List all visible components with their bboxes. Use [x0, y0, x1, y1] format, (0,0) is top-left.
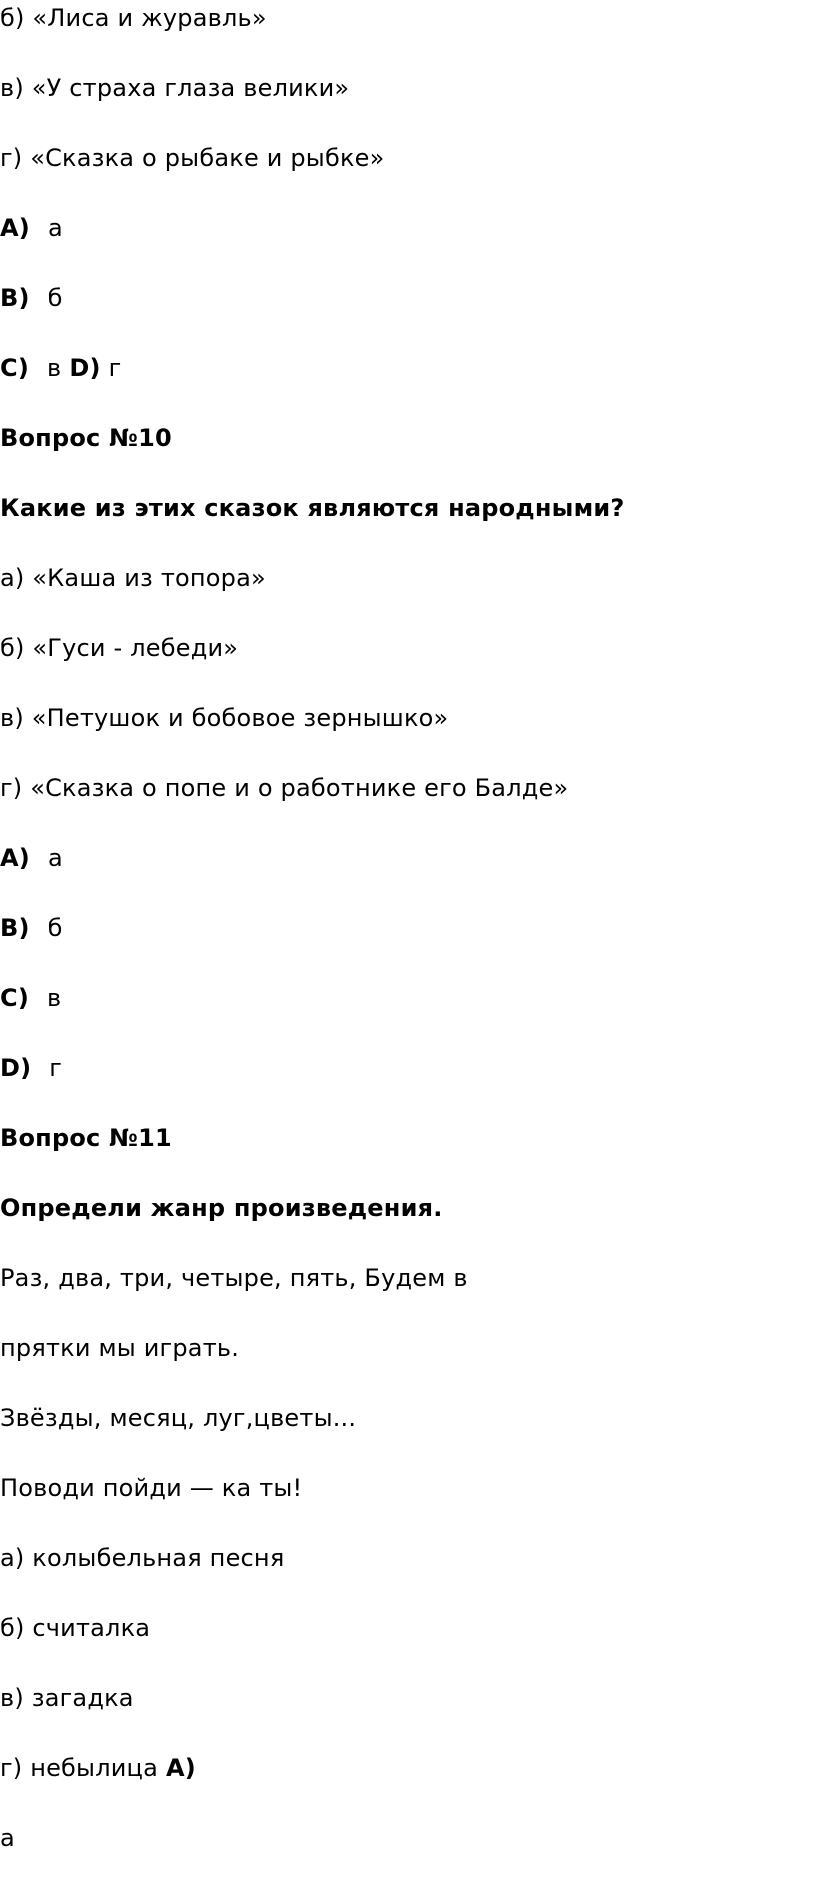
q10-option-d: г) «Сказка о попе и о работнике его Балде»: [0, 774, 569, 802]
answer-value: г: [108, 354, 122, 382]
q10-question: Какие из этих сказок являются народными?: [0, 494, 625, 522]
q11-option-d: г) небылица: [0, 1754, 158, 1782]
answer-key: D): [0, 1054, 32, 1082]
answer-value: в: [46, 984, 62, 1012]
q11-heading: Вопрос №11: [0, 1124, 172, 1152]
q9-answer-c-d: [0, 352, 121, 384]
q10-option-a: а) «Каша из топора»: [0, 564, 266, 592]
q10-answer-a: [0, 842, 63, 874]
q11-option-b: б) считалка: [0, 1614, 151, 1642]
q9-option-c: в) «У страха глаза велики»: [0, 74, 350, 102]
answer-key: D): [69, 354, 101, 382]
answer-value: а: [47, 214, 63, 242]
answer-key: A): [0, 214, 30, 242]
answer-value: б: [47, 914, 63, 942]
q11-option-c: в) загадка: [0, 1684, 134, 1712]
answer-key: C): [0, 354, 29, 382]
q9-answer-b: [0, 282, 63, 314]
answer-key: B): [0, 284, 30, 312]
q10-option-c: в) «Петушок и бобовое зернышко»: [0, 704, 449, 732]
q9-option-d: г) «Сказка о рыбаке и рыбке»: [0, 144, 385, 172]
answer-key: A): [0, 844, 30, 872]
answer-value: г: [49, 1054, 63, 1082]
q10-answer-b: [0, 912, 63, 944]
q11-question: Определи жанр произведения.: [0, 1194, 443, 1222]
answer-key: C): [0, 984, 29, 1012]
q11-answer-a-value: а: [0, 1824, 15, 1852]
q11-poem-line: прятки мы играть.: [0, 1334, 240, 1362]
q11-poem-line: Раз, два, три, четыре, пять, Будем в: [0, 1264, 468, 1292]
answer-value: б: [47, 284, 63, 312]
q10-answer-d: [0, 1052, 62, 1084]
answer-value: в: [46, 354, 62, 382]
q11-option-d-with-answer-key: [0, 1752, 196, 1784]
answer-key: A): [166, 1754, 196, 1782]
q9-answer-a: [0, 212, 63, 244]
q10-answer-c: [0, 982, 61, 1014]
q10-option-b: б) «Гуси - лебеди»: [0, 634, 239, 662]
q11-poem-line: Звёзды, месяц, луг,цветы...: [0, 1404, 357, 1432]
q9-option-b: б) «Лиса и журавль»: [0, 4, 267, 32]
q11-option-a: а) колыбельная песня: [0, 1544, 285, 1572]
answer-value: а: [47, 844, 63, 872]
q11-poem-line: Поводи пойди — ка ты!: [0, 1474, 303, 1502]
answer-key: B): [0, 914, 30, 942]
q10-heading: Вопрос №10: [0, 424, 172, 452]
